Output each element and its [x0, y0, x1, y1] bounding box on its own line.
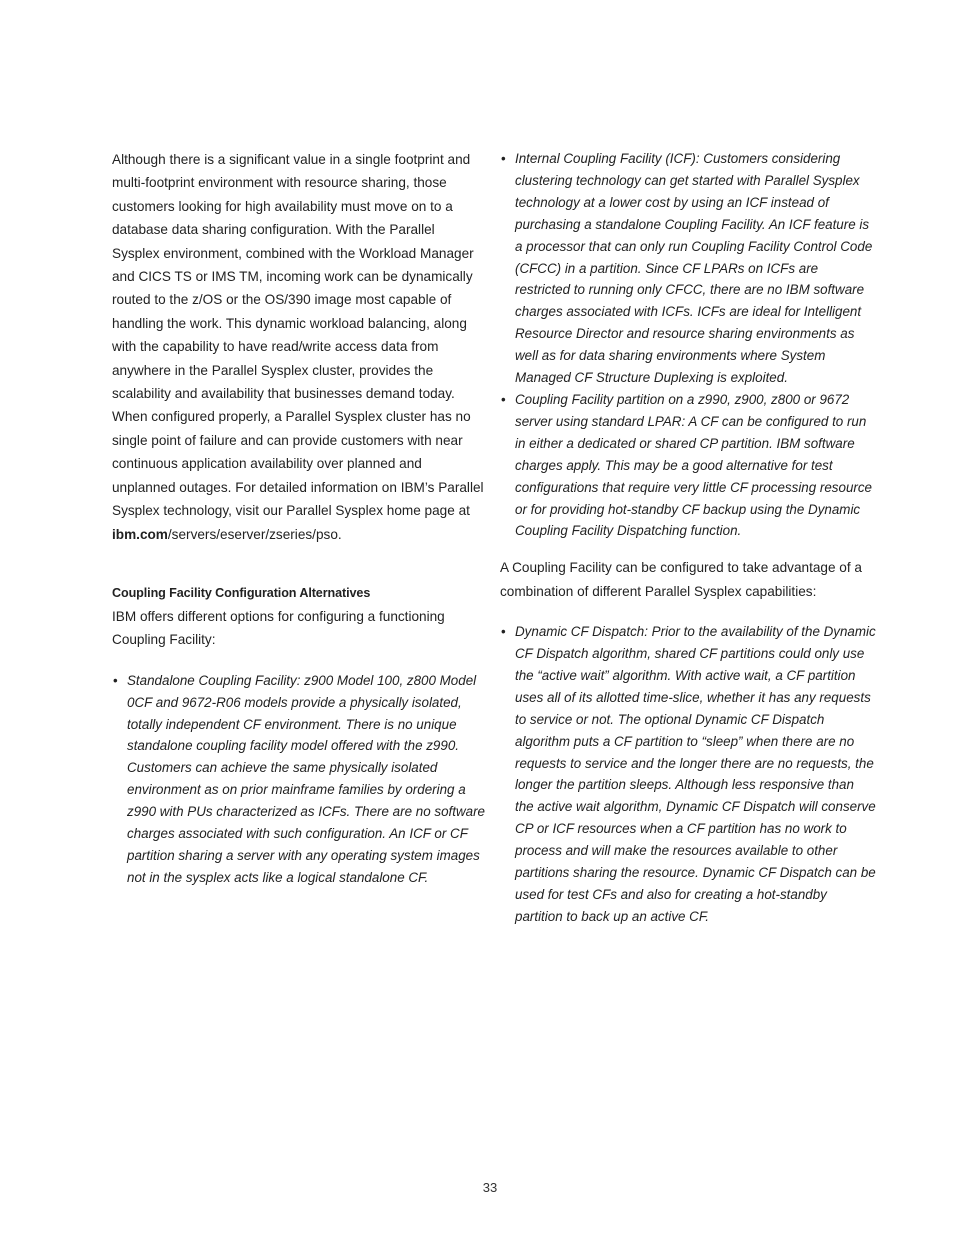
intro-paragraph: [112, 148, 486, 546]
bullet-standalone-cf: • Standalone Coupling Facility: z900 Model 100, z800 Model 0CF and 9672-R06 models provide a physically isolated, totally independent CF environment. There is no unique standalone coupling facility model offered with the z990. Customers can achieve the same physically isolated environment as on prior mainframe families by ordering a z990 with PUs characterized as ICFs. There are no software charges associated with such configuration. An ICF or CF partition sharing a server with any operating system images not in the sysplex acts like a logical standalone CF.: [112, 670, 486, 889]
section-heading: Coupling Facility Configuration Alternatives: [112, 585, 371, 600]
right-bottom-bullet-list: [500, 621, 876, 928]
ibm-link-bold[interactable]: ibm.com: [112, 526, 168, 542]
page-number: 33: [482, 1180, 498, 1195]
left-column: [112, 148, 486, 889]
middle-paragraph: A Coupling Facility can be configured to take advantage of a combination of different Parallel Sysplex capabilities:: [500, 560, 862, 599]
intro-paragraph-text: Although there is a significant value in a single footprint and multi-footprint environment with resource sharing, those customers looking for high availability must move on to a database data sharing configuration. With the Parallel Sysplex environment, combined with the Workload Manager and CICS TS or IMS TM, incoming work can be dynamically routed to the z/OS or the OS/390 image most capable of handling the work. This dynamic workload balancing, along with the capability to have read/write access data from anywhere in the Parallel Sysplex cluster, provides the scalability and availability that businesses demand today. When configured properly, a Parallel Sysplex cluster has no single point of failure and can provide customers with near continuous application availability over planned and unplanned outages. For detailed information on IBM’s Parallel Sysplex technology, visit our Parallel Sysplex home page at: [112, 152, 484, 519]
bullet-internal-cf: • Internal Coupling Facility (ICF): Customers considering clustering technology can get started with Parallel Sysplex technology at a lower cost by using an ICF instead of purchasing a standalone Coupling Facility. An ICF feature is a processor that can only run Coupling Facility Control Code (CFCC) in a partition. Since CF LPARs on ICFs are restricted to running only CFCC, there are no IBM software charges associated with ICFs. ICFs are ideal for Intelligent Resource Director and resource sharing environments as well as for data sharing environments where System Managed CF Structure Duplexing is exploited.: [500, 148, 876, 389]
right-top-bullet-list: [500, 148, 876, 542]
bullet-dynamic-cf-dispatch: • Dynamic CF Dispatch: Prior to the availability of the Dynamic CF Dispatch algorithm, shared CF partitions could only use the “active wait” algorithm. With active wait, a CF partition uses all of its allotted time-slice, whether it has any requests to service or not. The optional Dynamic CF Dispatch algorithm puts a CF partition to “sleep” when there are no requests to service and the longer there are no requests, the longer the partition sleeps. Although less responsive than the active wait algorithm, Dynamic CF Dispatch will conserve CP or ICF resources when a CF partition has no work to process and will make the resources available to other partitions sharing the resource. Dynamic CF Dispatch can be used for test CFs and also for creating a hot-standby partition to back up an active CF.: [500, 621, 876, 928]
left-bullet-list: [112, 670, 486, 889]
section-intro: IBM offers different options for configuring a functioning Coupling Facility:: [112, 608, 445, 648]
right-column: [500, 148, 876, 928]
ibm-link-path[interactable]: /servers/eserver/zseries/pso.: [167, 526, 342, 542]
bullet-cf-partition: • Coupling Facility partition on a z990, z900, z800 or 9672 server using standard LPAR: A CF can be configured to run in either a dedicated or shared CP partition. IBM software charges apply. This may be a good alternative for test configurations that require very little CF processing resource or for providing hot-standby CF backup using the Dynamic Coupling Facility Dispatching function.: [500, 389, 876, 542]
